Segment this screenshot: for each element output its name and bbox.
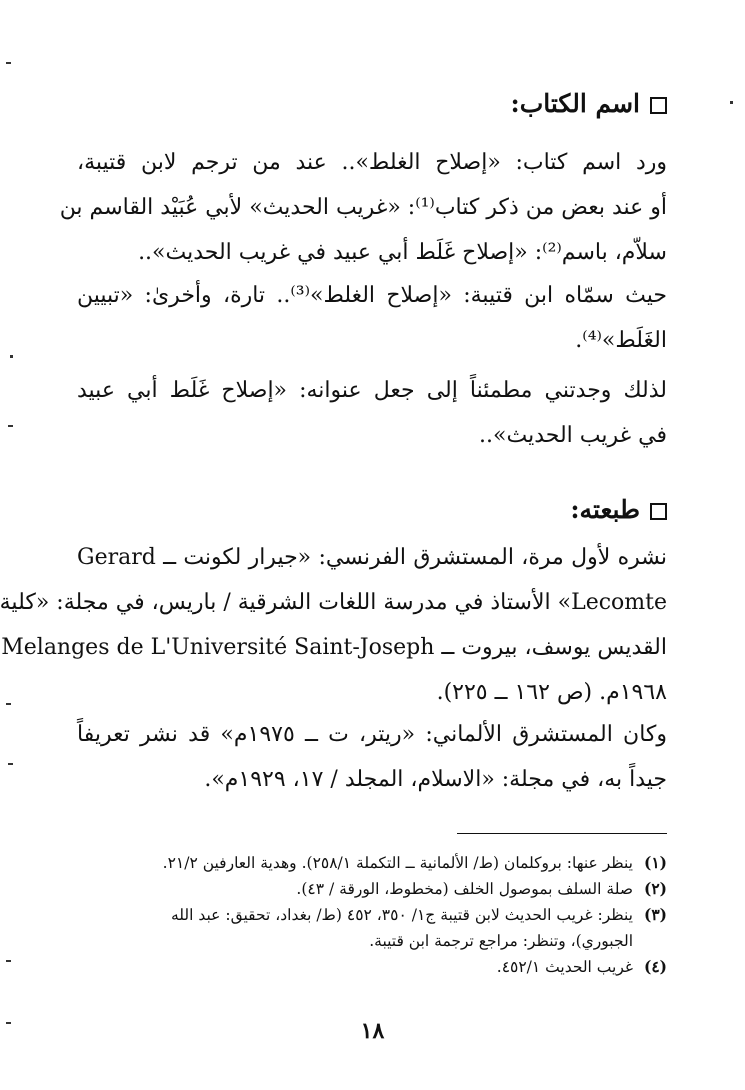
text-line: حيث سمّاه ابن قتيبة: «إصلاح الغلط»⁽³⁾.. تارة، وأخرىٰ: «تبيين (77, 283, 667, 308)
square-bullet-icon (650, 503, 667, 520)
text-line: وكان المستشرق الألماني: «ريتر، ت ــ ١٩٧٥م» قد نشر تعريفاً (77, 722, 667, 747)
text-line: في غريب الحديث».. (479, 423, 667, 448)
section-heading-printing (570, 490, 667, 530)
footnotes (77, 850, 667, 980)
footnote-line: ينظر: غريب الحديث لابن قتيبة ج١/ ٣٥٠، ٤٥٢ (ط/ بغداد، تحقيق: عبد الله (170, 906, 633, 924)
paragraph (0, 535, 667, 715)
footnote (77, 850, 667, 876)
text-line: القديس يوسف، بيروت ــ Melanges de L'Université Saint-Joseph (1, 635, 667, 660)
footnote (77, 954, 667, 980)
footnote-number: (٣) (643, 905, 667, 924)
heading-text: اسم الكتاب: (510, 89, 640, 118)
scan-mark (8, 425, 13, 427)
page-number: ١٨ (360, 1018, 385, 1044)
scan-mark (730, 101, 733, 104)
paragraph (77, 712, 667, 802)
text-line: سلاّم، باسم⁽²⁾: «إصلاح غَلَط أبي عبيد في غريب الحديث».. (138, 240, 667, 265)
scan-mark (8, 763, 13, 765)
footnote-number: (٤) (643, 957, 667, 976)
footnote-text: غريب الحديث ٤٥٢/١. (496, 958, 633, 976)
paragraph (77, 273, 667, 363)
text-line: ورد اسم كتاب: «إصلاح الغلط».. عند من ترجم لابن قتيبة، (77, 150, 667, 175)
square-bullet-icon (650, 97, 667, 114)
paragraph (59, 140, 667, 275)
footnote (77, 876, 667, 902)
text-line: ١٩٦٨م. (ص ١٦٢ ــ ٢٢٥). (436, 680, 667, 705)
footnote-text: ينظر عنها: بروكلمان (ط/ الألمانية ــ التكملة ٢٥٨/١). وهدية العارفين ٢١/٢. (162, 854, 633, 872)
footnote-number: (١) (643, 853, 667, 872)
heading-text: طبعته: (570, 495, 640, 524)
footnote (77, 902, 667, 954)
text-line: نشره لأول مرة، المستشرق الفرنسي: «جيرار لكونت ــ Gerard (77, 545, 667, 570)
footnote-text: صلة السلف بموصول الخلف (مخطوط، الورقة / ٤٣). (296, 880, 633, 898)
text-line: Lecomte» الأستاذ في مدرسة اللغات الشرقية / باريس، في مجلة: «كلية (0, 590, 667, 615)
footnote-separator (457, 833, 667, 834)
scan-mark (6, 703, 11, 705)
scan-mark (6, 960, 11, 962)
paragraph (77, 368, 667, 458)
scan-mark (6, 1022, 11, 1024)
text-line: الغَلَط»⁽⁴⁾. (575, 328, 667, 353)
text-line: أو عند بعض من ذكر كتاب⁽¹⁾: «غريب الحديث» لأبي عُبَيْد القاسم بن (59, 195, 667, 220)
footnote-text (77, 902, 633, 954)
text-line: لذلك وجدتني مطمئناً إلى جعل عنوانه: «إصلاح غَلَط أبي عبيد (77, 378, 667, 403)
scan-mark (6, 62, 11, 64)
footnote-number: (٢) (643, 879, 667, 898)
section-heading-book-name (510, 84, 667, 124)
text-line: جيداً به، في مجلة: «الاسلام، المجلد / ١٧، ١٩٢٩م». (204, 767, 667, 792)
footnote-line: الجبوري)، وتنظر: مراجع ترجمة ابن قتيبة. (369, 932, 633, 950)
scan-mark (10, 355, 13, 358)
